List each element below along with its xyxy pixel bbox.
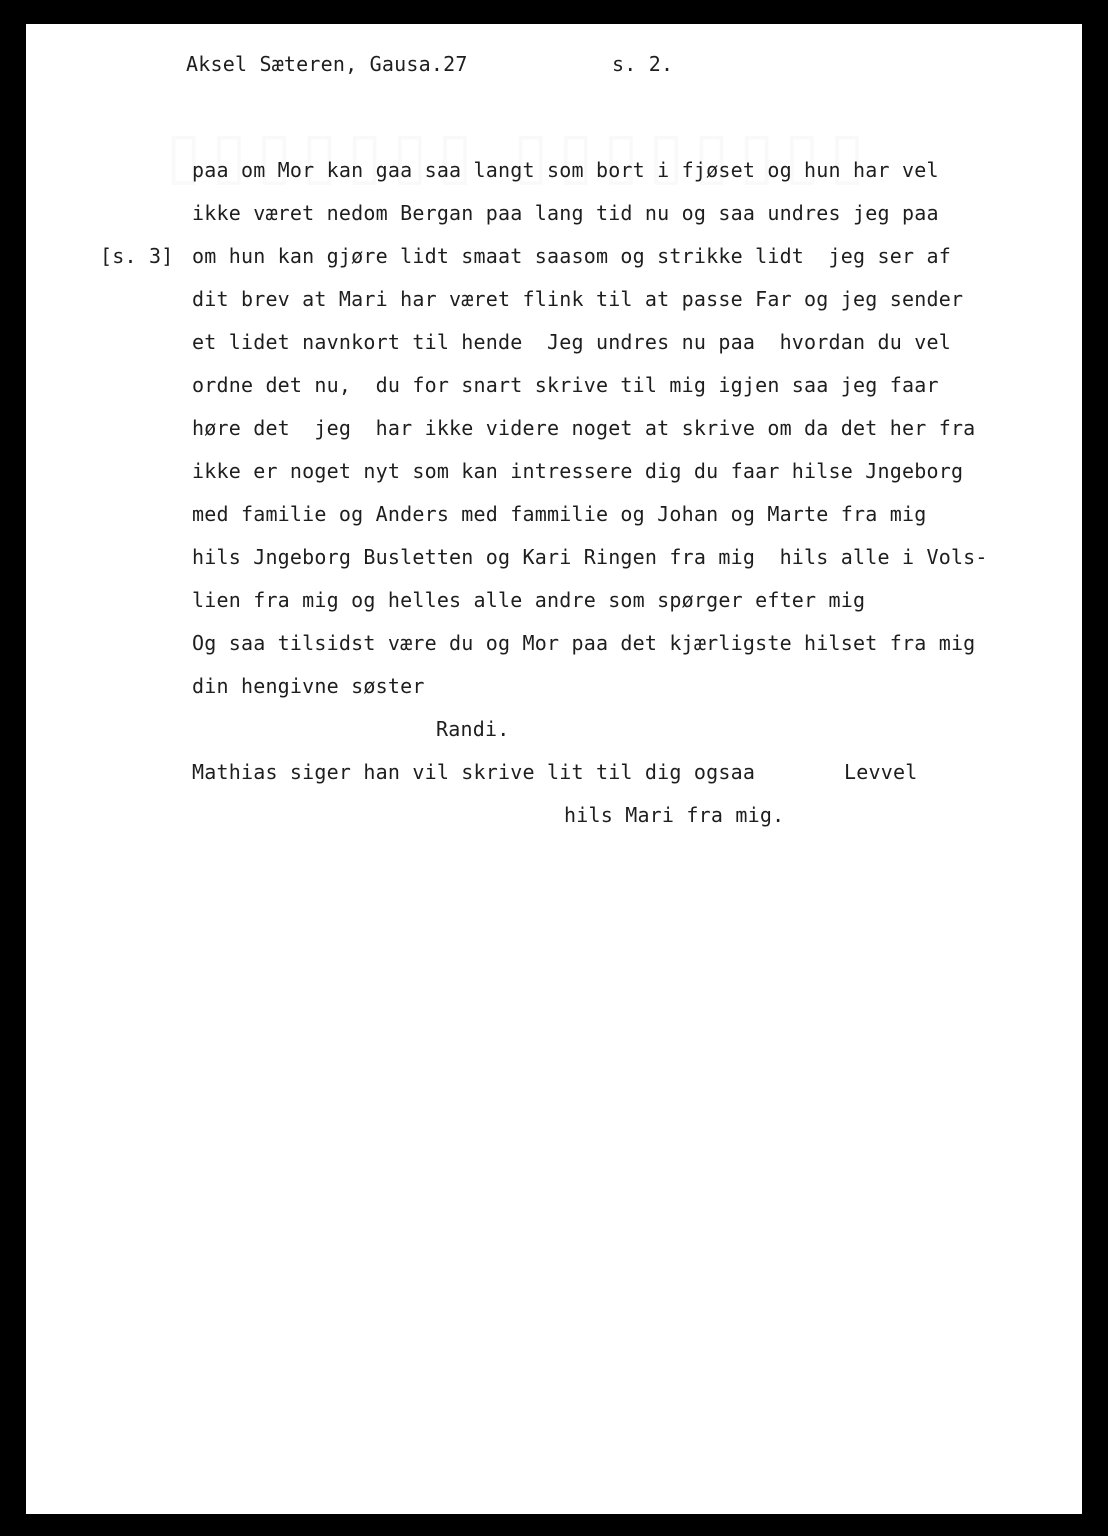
header-line	[186, 52, 468, 76]
body-line: ordne det nu, du for snart skrive til mig igjen saa jeg faar	[192, 373, 939, 397]
farewell: Levvel	[844, 760, 918, 784]
body-line: med familie og Anders med fammilie og Johan og Marte fra mig	[192, 502, 927, 526]
postscript-line: Mathias siger han vil skrive lit til dig ogsaa	[192, 760, 756, 784]
body-line: et lidet navnkort til hende Jeg undres nu paa hvordan du vel	[192, 330, 951, 354]
body-line: lien fra mig og helles alle andre som spørger efter mig	[192, 588, 866, 612]
page-number: s. 2.	[612, 52, 674, 76]
body-line: ikke været nedom Bergan paa lang tid nu og saa undres jeg paa	[192, 201, 939, 225]
body-line: paa om Mor kan gaa saa langt som bort i fjøset og hun har vel	[192, 158, 939, 182]
body-line: dit brev at Mari har været flink til at passe Far og jeg sender	[192, 287, 964, 311]
signature: Randi.	[436, 717, 510, 741]
body-line: din hengivne søster	[192, 674, 425, 698]
body-line: hils Jngeborg Busletten og Kari Ringen fra mig hils alle i Vols-	[192, 545, 988, 569]
postscript-line: hils Mari fra mig.	[564, 803, 785, 827]
body-line: Og saa tilsidst være du og Mor paa det kjærligste hilset fra mig	[192, 631, 976, 655]
body-line: ikke er noget nyt som kan intressere dig du faar hilse Jngeborg	[192, 459, 964, 483]
body-line: om hun kan gjøre lidt smaat saasom og strikke lidt jeg ser af	[192, 244, 951, 268]
document-page	[26, 24, 1082, 1514]
margin-note: [s. 3]	[100, 244, 174, 268]
header-place: Gausa.	[369, 52, 444, 76]
header-place-number: 27	[443, 52, 468, 76]
header-name: Aksel Sæteren,	[186, 52, 358, 76]
body-line: høre det jeg har ikke videre noget at skrive om da det her fra	[192, 416, 976, 440]
